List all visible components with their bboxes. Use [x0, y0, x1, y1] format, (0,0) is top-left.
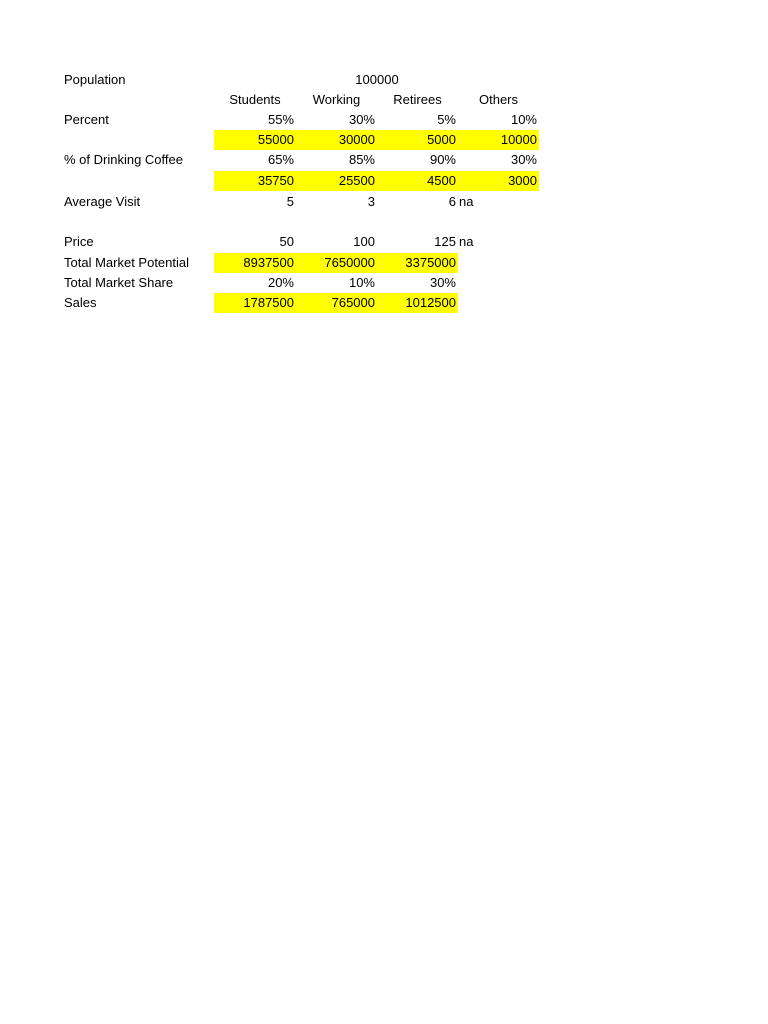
drinking-label[interactable]: % of Drinking Coffee — [64, 152, 183, 167]
header-retirees[interactable]: Retirees — [393, 92, 442, 107]
drinkers-students[interactable]: 35750 — [214, 171, 296, 191]
header-working[interactable]: Working — [312, 92, 361, 107]
percent-retirees[interactable]: 5% — [437, 112, 456, 127]
sales-students[interactable]: 1787500 — [214, 293, 296, 313]
header-students[interactable]: Students — [229, 92, 281, 107]
average-visit-row — [0, 192, 768, 212]
tms-working[interactable]: 10% — [348, 275, 375, 290]
drinking-working[interactable]: 85% — [348, 152, 375, 167]
count-retirees[interactable]: 5000 — [377, 130, 458, 150]
drinkers-retirees[interactable]: 4500 — [377, 171, 458, 191]
total-market-potential-row — [0, 253, 768, 273]
population-label[interactable]: Population — [64, 72, 126, 87]
tms-retirees[interactable]: 30% — [429, 275, 456, 290]
total-market-share-row — [0, 273, 768, 293]
segment-header-row — [0, 90, 768, 110]
count-others[interactable]: 10000 — [458, 130, 539, 150]
tmp-retirees[interactable]: 3375000 — [377, 253, 458, 273]
segment-count-row — [0, 130, 768, 150]
total-market-potential-label[interactable]: Total Market Potential — [64, 255, 190, 270]
price-retirees[interactable]: 125 — [434, 234, 456, 249]
drinking-retirees[interactable]: 90% — [429, 152, 456, 167]
count-working[interactable]: 30000 — [296, 130, 377, 150]
population-row — [0, 70, 768, 90]
average-visit-others[interactable]: na — [459, 194, 474, 209]
header-others[interactable]: Others — [478, 92, 518, 107]
price-others[interactable]: na — [459, 234, 474, 249]
average-visit-retirees[interactable]: 6 — [448, 194, 456, 209]
drinkers-working[interactable]: 25500 — [296, 171, 377, 191]
price-row — [0, 232, 768, 252]
average-visit-label[interactable]: Average Visit — [64, 194, 141, 209]
count-students[interactable]: 55000 — [214, 130, 296, 150]
price-students[interactable]: 50 — [279, 234, 294, 249]
average-visit-working[interactable]: 3 — [367, 194, 375, 209]
sales-working[interactable]: 765000 — [296, 293, 377, 313]
percent-working[interactable]: 30% — [348, 112, 375, 127]
tmp-students[interactable]: 8937500 — [214, 253, 296, 273]
total-market-share-label[interactable]: Total Market Share — [64, 275, 174, 290]
percent-students[interactable]: 55% — [267, 112, 294, 127]
average-visit-students[interactable]: 5 — [286, 194, 294, 209]
percent-row — [0, 110, 768, 130]
drinkers-others[interactable]: 3000 — [458, 171, 539, 191]
percent-others[interactable]: 10% — [510, 112, 537, 127]
price-label[interactable]: Price — [64, 234, 94, 249]
sales-label[interactable]: Sales — [64, 295, 97, 310]
drinking-students[interactable]: 65% — [267, 152, 294, 167]
tms-students[interactable]: 20% — [267, 275, 294, 290]
price-working[interactable]: 100 — [353, 234, 375, 249]
sales-retirees[interactable]: 1012500 — [377, 293, 458, 313]
percent-label[interactable]: Percent — [64, 112, 109, 127]
drinkers-row — [0, 171, 768, 191]
drinking-row — [0, 150, 768, 170]
population-value[interactable]: 100000 — [355, 72, 399, 87]
sales-row — [0, 293, 768, 313]
tmp-working[interactable]: 7650000 — [296, 253, 377, 273]
drinking-others[interactable]: 30% — [510, 152, 537, 167]
